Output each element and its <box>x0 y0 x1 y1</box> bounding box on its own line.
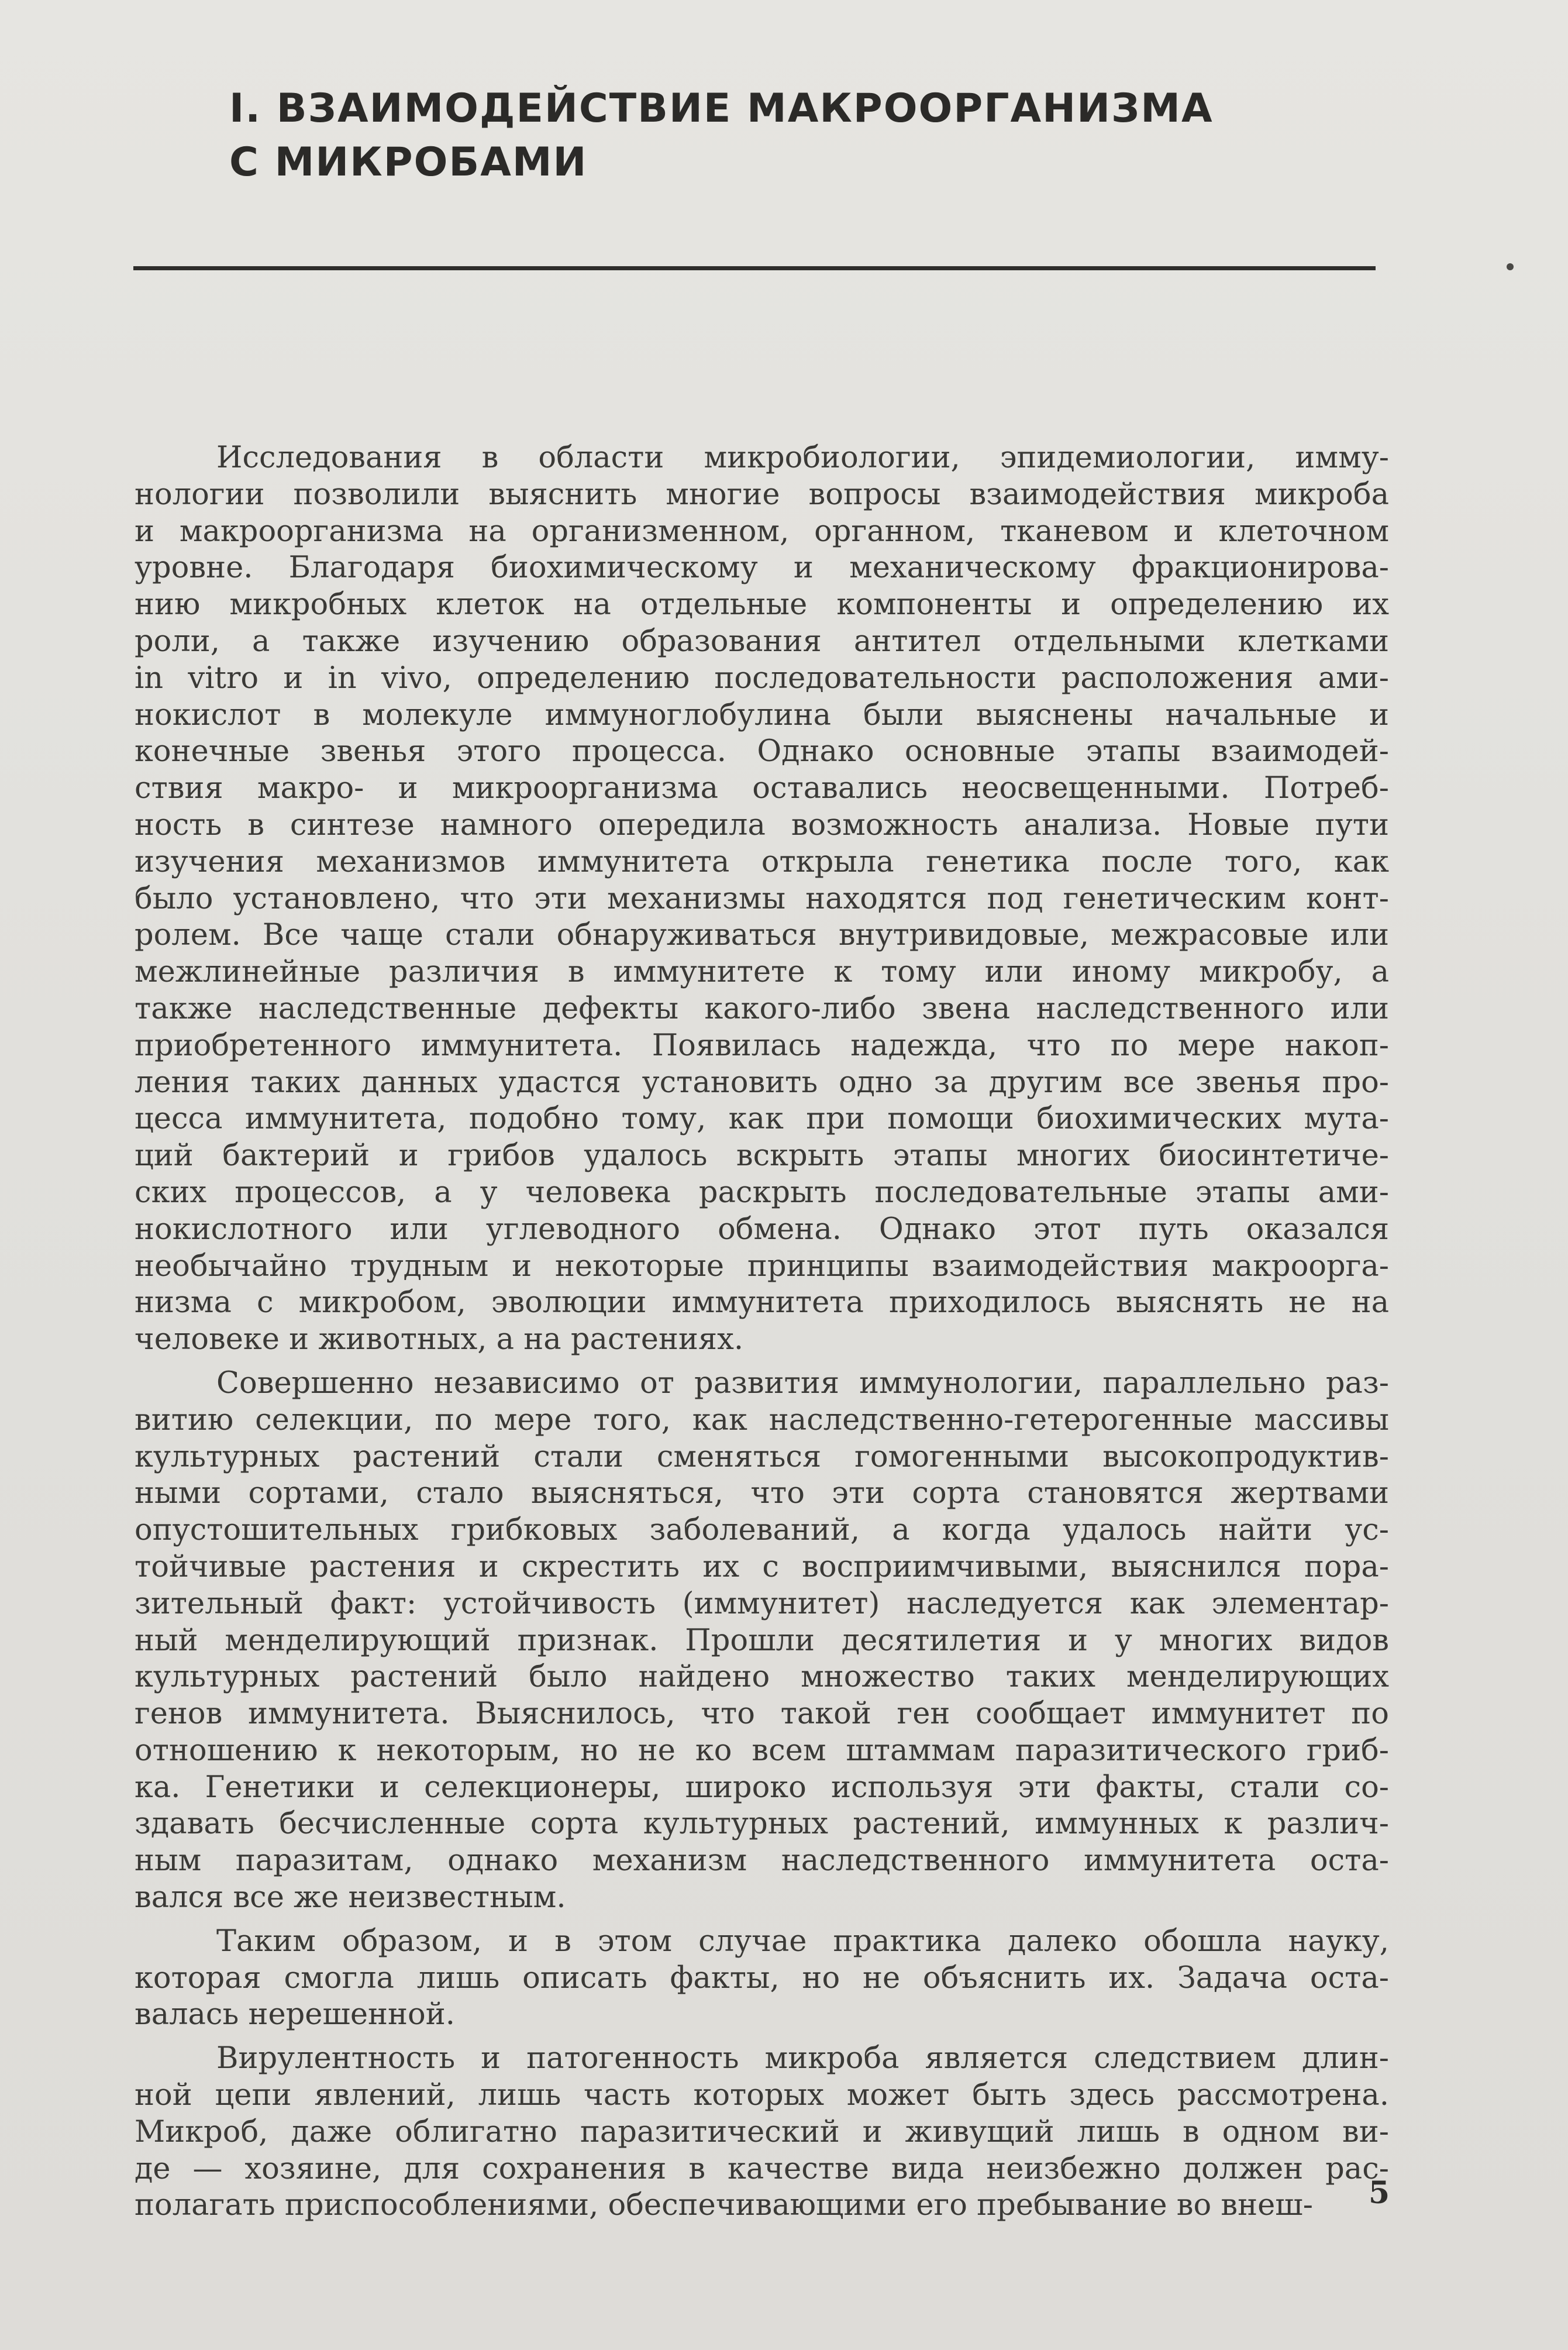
text-line: полагать приспособлениями, обеспечивающими его пребывание во внеш- <box>135 2188 1313 2223</box>
chapter-title-line-1: I. ВЗАИМОДЕЙСТВИЕ МАКРООРГАНИЗМА <box>229 85 1214 132</box>
text-line: ной цепи явлений, лишь часть которых может быть здесь рассмотрена. <box>135 2078 1389 2113</box>
text-line: тойчивые растения и скрестить их с восприимчивыми, выяснился пора- <box>135 1549 1389 1584</box>
text-line: культурных растений стали сменяться гомогенными высокопродуктив- <box>135 1439 1389 1474</box>
text-line: человеке и животных, а на растениях. <box>135 1322 744 1357</box>
paragraph-4 <box>135 2041 1389 2224</box>
text-line: ций бактерий и грибов удалось вскрыть этапы многих биосинтетиче- <box>135 1138 1389 1174</box>
text-line: Вирулентность и патогенность микроба является следствием длин- <box>216 2041 1389 2076</box>
text-line: ность в синтезе намного опередила возможность анализа. Новые пути <box>135 807 1389 842</box>
text-line: роли, а также изучению образования антител отдельными клетками <box>135 624 1389 659</box>
text-line: нокислот в молекуле иммуноглобулина были выяснены начальные и <box>135 697 1389 732</box>
text-line: ролем. Все чаще стали обнаруживаться внутривидовые, межрасовые или <box>135 918 1389 953</box>
text-line: ными сортами, стало выясняться, что эти сорта становятся жертвами <box>135 1476 1389 1511</box>
page-speck <box>1507 263 1514 270</box>
text-line: витию селекции, по мере того, как наследственно-гетерогенные массивы <box>135 1402 1389 1437</box>
text-line: Таким образом, и в этом случае практика далеко обошла науку, <box>216 1924 1389 1959</box>
text-line: ный менделирующий признак. Прошли десятилетия и у многих видов <box>135 1623 1389 1658</box>
text-line: ствия макро- и микроорганизма оставались неосвещенными. Потреб- <box>135 771 1389 806</box>
text-line: нологии позволили выяснить многие вопросы взаимодействия микроба <box>135 477 1389 512</box>
text-line: цесса иммунитета, подобно тому, как при помощи биохимических мута- <box>135 1102 1389 1137</box>
text-line: опустошительных грибковых заболеваний, а когда удалось найти ус- <box>135 1513 1389 1548</box>
text-line: конечные звенья этого процесса. Однако основные этапы взаимодей- <box>135 734 1389 769</box>
text-line: ным паразитам, однако механизм наследственного иммунитета оста- <box>135 1843 1389 1878</box>
text-line: зительный факт: устойчивость (иммунитет) наследуется как элементар- <box>135 1586 1389 1621</box>
text-line: ских процессов, а у человека раскрыть последовательные этапы ами- <box>135 1175 1389 1210</box>
paragraph-1 <box>135 440 1389 1358</box>
title-divider-rule <box>133 266 1376 270</box>
text-line: было установлено, что эти механизмы находятся под генетическим конт- <box>135 881 1389 916</box>
text-line: валась нерешенной. <box>135 1997 455 2032</box>
text-line: Совершенно независимо от развития иммунологии, параллельно раз- <box>216 1365 1389 1401</box>
text-line: уровне. Благодаря биохимическому и механическому фракционирова- <box>135 550 1389 586</box>
text-line: и макроорганизма на организменном, органном, тканевом и клеточном <box>135 514 1389 549</box>
page-number: 5 <box>1369 2175 1390 2211</box>
text-line: вался все же неизвестным. <box>135 1880 566 1915</box>
text-line: де — хозяине, для сохранения в качестве вида неизбежно должен рас- <box>135 2151 1389 2186</box>
text-line: здавать бесчисленные сорта культурных растений, иммунных к различ- <box>135 1807 1389 1842</box>
text-line: нокислотного или углеводного обмена. Однако этот путь оказался <box>135 1212 1389 1247</box>
text-line: Микроб, даже облигатно паразитический и живущий лишь в одном ви- <box>135 2114 1389 2149</box>
text-line: необычайно трудным и некоторые принципы взаимодействия макроорга- <box>135 1248 1389 1284</box>
text-line: генов иммунитета. Выяснилось, что такой ген сообщает иммунитет по <box>135 1697 1389 1732</box>
text-line: межлинейные различия в иммунитете к тому или иному микробу, а <box>135 955 1389 990</box>
text-line: культурных растений было найдено множество таких менделирующих <box>135 1660 1389 1695</box>
text-line: изучения механизмов иммунитета открыла генетика после того, как <box>135 844 1389 879</box>
text-line: in vitro и in vivo, определению последовательности расположения ами- <box>135 660 1389 696</box>
body-text <box>135 440 1389 2224</box>
text-line: нию микробных клеток на отдельные компоненты и определению их <box>135 587 1389 622</box>
paragraph-2 <box>135 1365 1389 1917</box>
chapter-title <box>229 82 1224 190</box>
text-line: которая смогла лишь описать факты, но не объяснить их. Задача оста- <box>135 1960 1389 1995</box>
text-line: ка. Генетики и селекционеры, широко используя эти факты, стали со- <box>135 1770 1389 1805</box>
chapter-title-line-2: С МИКРОБАМИ <box>229 139 588 185</box>
text-line: также наследственные дефекты какого-либо звена наследственного или <box>135 991 1389 1026</box>
text-line: Исследования в области микробиологии, эпидемиологии, имму- <box>216 441 1389 475</box>
text-line: ления таких данных удастся установить одно за другим все звенья про- <box>135 1065 1389 1100</box>
text-line: приобретенного иммунитета. Появилась надежда, что по мере накоп- <box>135 1028 1389 1063</box>
text-line: отношению к некоторым, но не ко всем штаммам паразитического гриб- <box>135 1733 1389 1768</box>
text-line: низма с микробом, эволюции иммунитета приходилось выяснять не на <box>135 1285 1389 1320</box>
paragraph-3 <box>135 1924 1389 2034</box>
